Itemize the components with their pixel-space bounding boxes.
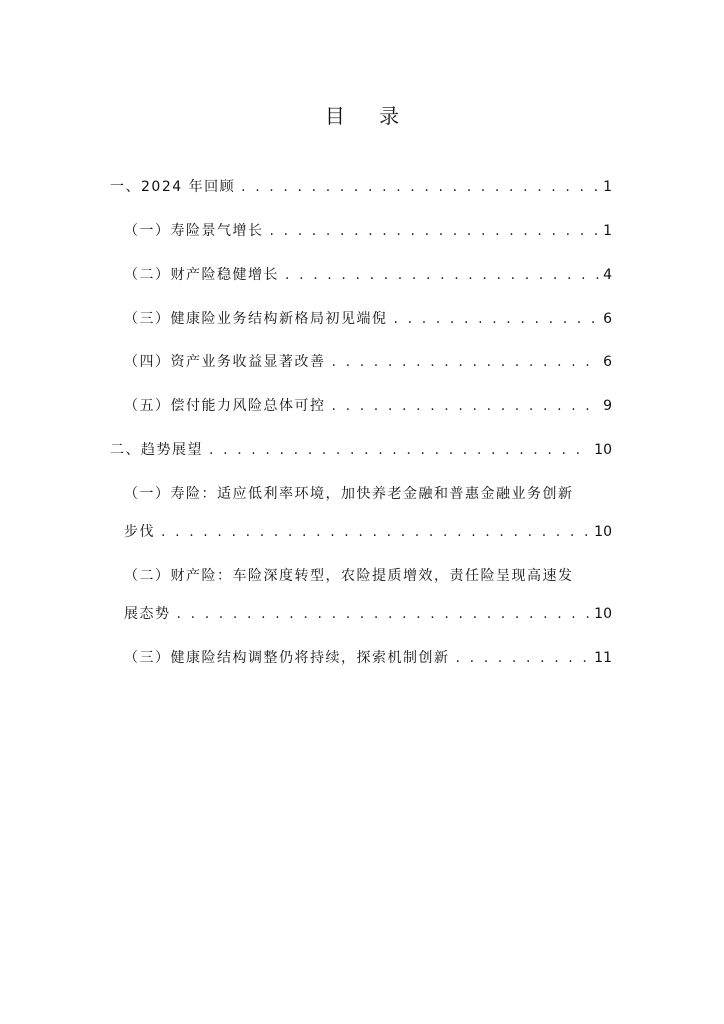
leader-dots xyxy=(161,522,590,542)
toc-entry[interactable] xyxy=(124,352,612,372)
toc-entry-label: 步伐 xyxy=(124,524,155,540)
toc-entry-label: 展态势 xyxy=(124,606,171,622)
leader-dots xyxy=(209,440,590,460)
toc-entry-label-line1[interactable]: （一）寿险：适应低利率环境，加快养老金融和普惠金融业务创新 xyxy=(124,486,574,502)
toc-entry-label: （五）偿付能力风险总体可控 xyxy=(124,398,326,414)
toc-entry-page: 6 xyxy=(603,311,612,327)
toc-entry-label: （四）资产业务收益显著改善 xyxy=(124,354,326,370)
leader-dots xyxy=(332,396,600,416)
leader-dots xyxy=(241,177,599,197)
toc-entry-page: 6 xyxy=(603,354,612,370)
toc-entry[interactable] xyxy=(124,522,612,542)
toc-entry-page: 11 xyxy=(594,650,612,666)
toc-entry[interactable] xyxy=(110,177,612,197)
leader-dots xyxy=(177,604,591,624)
leader-dots xyxy=(285,265,599,285)
toc-entry[interactable] xyxy=(124,221,612,241)
leader-dots xyxy=(456,648,591,668)
toc-entry-label: （一）寿险景气增长 xyxy=(124,223,264,239)
toc-entry[interactable] xyxy=(124,265,612,285)
toc-title: 目 录 xyxy=(324,104,414,128)
leader-dots xyxy=(332,352,600,372)
toc-entry-label: （三）健康险结构调整仍将持续，探索机制创新 xyxy=(124,650,450,666)
toc-entry-page: 10 xyxy=(594,442,612,458)
toc-entry-page: 1 xyxy=(603,179,612,195)
toc-entry[interactable] xyxy=(124,648,612,668)
toc-entry[interactable] xyxy=(110,440,612,460)
toc-entry-page: 4 xyxy=(603,267,612,283)
toc-entry-label: （三）健康险业务结构新格局初见端倪 xyxy=(124,311,388,327)
toc-entry-page: 1 xyxy=(603,223,612,239)
toc-entry[interactable] xyxy=(124,604,612,624)
toc-entry[interactable] xyxy=(124,309,612,329)
toc-entry-page: 10 xyxy=(594,524,612,540)
toc-entry-label-line1[interactable]: （二）财产险：车险深度转型，农险提质增效，责任险呈现高速发 xyxy=(124,568,574,584)
leader-dots xyxy=(270,221,600,241)
toc-entry[interactable] xyxy=(124,396,612,416)
toc-entry-label: 一、2024 年回顾 xyxy=(110,179,236,195)
leader-dots xyxy=(394,309,600,329)
toc-entry-page: 9 xyxy=(603,398,612,414)
toc-entry-label: 二、趋势展望 xyxy=(110,442,203,458)
toc-entry-page: 10 xyxy=(594,606,612,622)
toc-entry-label: （二）财产险稳健增长 xyxy=(124,267,279,283)
